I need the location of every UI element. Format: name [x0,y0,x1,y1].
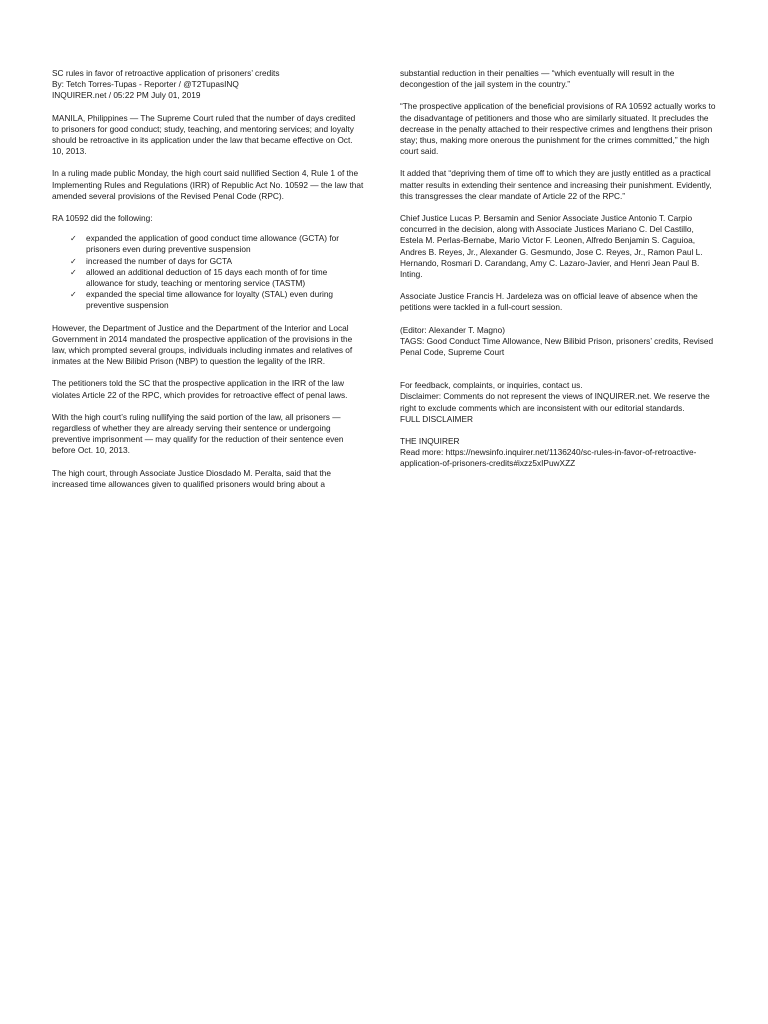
publication-name: THE INQUIRER [400,436,460,447]
spacer [400,358,718,380]
paragraph-6: With the high court’s ruling nullifying the said portion of the law, all prisoners — regardless of whether they are already serving their sentence or undergoing preventive imprisonment — may qualify for the reduction of their sentence even before Oct. 10, 2013. [52,411,344,456]
headline: SC rules in favor of retroactive application of prisoners’ credits [52,68,280,78]
source-block [400,436,718,470]
dateline: INQUIRER.net / 05:22 PM July 01, 2019 [52,90,201,101]
paragraph-3: RA 10592 did the following: [52,213,153,224]
paragraph-2: In a ruling made public Monday, the high court said nullified Section 4, Rule 1 of the Implementing Rules and Regulations (IRR) of Republic Act No. 10592 — the law that amended several provisions of the Revised Penal Code (RPC). [52,168,364,201]
tags-line: TAGS: Good Conduct Time Allowance, New Bilibid Prison, prisoners’ credits, Revised Penal Code, Supreme Court [400,335,714,358]
check-icon: ✓ [70,290,77,300]
left-column [52,68,364,501]
read-more-link[interactable]: Read more: https://newsinfo.inquirer.net/1136240/sc-rules-in-favor-of-retroactive-application-of-prisoners-credits#ixzz5xIPuwXZZ [400,447,697,469]
paragraph-8: substantial reduction in their penalties — “which eventually will result in the decongestion of the jail system in the country.” [400,68,675,90]
paragraph-9: “The prospective application of the beneficial provisions of RA 10592 actually works to the disadvantage of petitioners and those who are similarly situated. It precludes the decrease in the penalty attached to their respective crimes and lengthens their prison stay; thus, making more onerous the punishment for the crimes committed,” the high court said. [400,101,716,157]
feedback-line: For feedback, complaints, or inquiries, contact us. [400,380,583,391]
disclaimer-block [400,380,718,425]
full-disclaimer-link[interactable]: FULL DISCLAIMER [400,413,473,424]
paragraph-4: However, the Department of Justice and the Department of the Interior and Local Government in 2014 mandated the prospective application of the provisions in the law, which prompted several groups, individuals including inmates and relatives of inmates at the New Bilibid Prison (NBP) to question the legality of the IRR. [52,322,353,367]
list-item: ✓ allowed an additional deduction of 15 days each month of for time allowance for study, teaching or mentoring service (TASTM) [70,266,328,289]
paragraph-10: It added that “depriving them of time off to which they are justly entitled as a practical matter results in extending their sentence and increasing their punishment. Evidently, this transgresses the clear mandate of Article 22 of the RPC.” [400,168,712,201]
check-icon: ✓ [70,234,77,244]
paragraph-5: The petitioners told the SC that the prospective application in the IRR of the law violates Article 22 of the RPC, which provides for retroactive effect of penal laws. [52,378,348,400]
paragraph-12: Associate Justice Francis H. Jardeleza was on official leave of absence when the petitions were tackled in a full-court session. [400,291,698,313]
editor-line: (Editor: Alexander T. Magno) [400,324,505,335]
list-item: ✓ expanded the application of good conduct time allowance (GCTA) for prisoners even during preventive suspension [70,233,340,255]
list-item: ✓ expanded the special time allowance for loyalty (STAL) even during preventive suspension [70,289,334,311]
check-icon: ✓ [70,256,77,266]
paragraph-1: MANILA, Philippines — The Supreme Court ruled that the number of days credited to prisoners for good conduct; study, teaching, and mentoring services; and loyalty should be retroactive in its application under the law that became effective on Oct. 10, 2013. [52,112,356,157]
right-column [400,68,718,470]
article-header [52,68,364,102]
byline: By: Tetch Torres-Tupas - Reporter / @T2TupasINQ [52,79,239,90]
list-item: ✓ increased the number of days for GCTA [70,255,233,266]
paragraph-7: The high court, through Associate Justice Diosdado M. Peralta, said that the increased time allowances given to qualified prisoners would bring about a [52,467,332,489]
disclaimer-text: Disclaimer: Comments do not represent the views of INQUIRER.net. We reserve the right to exclude comments which are inconsistent with our editorial standards. [400,391,710,413]
provisions-list [52,233,364,311]
editor-tags-block [400,325,718,359]
paragraph-11: Chief Justice Lucas P. Bersamin and Senior Associate Justice Antonio T. Carpio concurred in the decision, along with Associate Justices Mariano C. Del Castillo, Estela M. Perlas-Bernabe, Mario Victor F. Leonen, Alfredo Benjamin S. Caguioa, Andres B. Reyes, Jr., Alexander G. Gesmundo, Jose C. Reyes, Jr., Ramon Paul L. Hernando, Rosmari D. Carandang, Amy C. Lazaro-Javier, and Henri Jean Paul B. Inting. [400,213,703,280]
check-icon: ✓ [70,267,77,277]
